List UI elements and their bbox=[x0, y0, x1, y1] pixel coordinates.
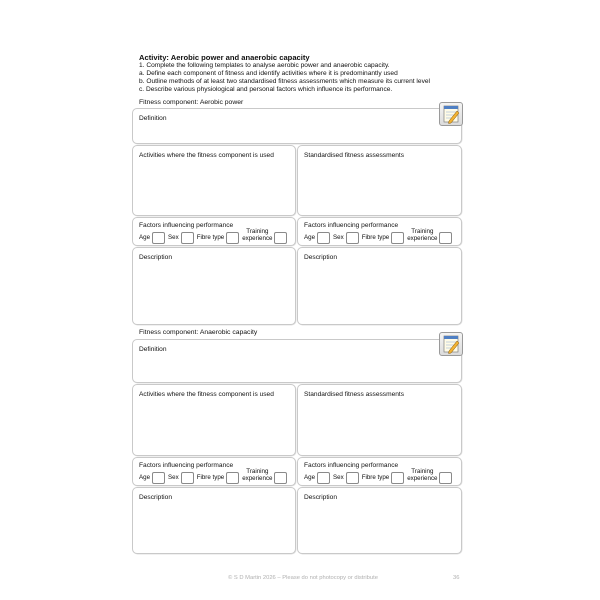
age-checkbox[interactable] bbox=[152, 472, 165, 484]
sex-checkbox[interactable] bbox=[181, 472, 194, 484]
assessments-label: Standardised fitness assessments bbox=[304, 152, 405, 159]
training-experience-label: Training experience bbox=[242, 228, 273, 242]
fibre-type-checkbox[interactable] bbox=[391, 472, 404, 484]
notepad-pencil-icon bbox=[439, 332, 463, 356]
factors-label: Factors influencing performance bbox=[139, 462, 234, 469]
description-box[interactable] bbox=[132, 487, 296, 554]
activities-label: Activities where the fitness component is used bbox=[139, 152, 274, 159]
age-checkbox[interactable] bbox=[152, 232, 165, 244]
sex-label: Sex bbox=[333, 474, 344, 481]
sex-checkbox[interactable] bbox=[346, 472, 359, 484]
description-box[interactable] bbox=[297, 247, 462, 325]
fibre-type-label: Fibre type bbox=[361, 474, 390, 481]
factors-label: Factors influencing performance bbox=[304, 222, 399, 229]
definition-box[interactable] bbox=[132, 339, 462, 383]
age-label: Age bbox=[139, 474, 151, 481]
definition-label: Definition bbox=[139, 115, 167, 122]
activities-label: Activities where the fitness component is used bbox=[139, 391, 274, 398]
training-experience-checkbox[interactable] bbox=[439, 232, 452, 244]
description-box[interactable] bbox=[297, 487, 462, 554]
description-label: Description bbox=[304, 254, 337, 261]
assessments-box[interactable] bbox=[297, 145, 462, 216]
description-label: Description bbox=[139, 494, 172, 501]
definition-label: Definition bbox=[139, 346, 167, 353]
notepad-pencil-icon bbox=[439, 102, 463, 126]
training-experience-checkbox[interactable] bbox=[274, 472, 287, 484]
sex-checkbox[interactable] bbox=[181, 232, 194, 244]
factor-options bbox=[139, 468, 293, 484]
fibre-type-label: Fibre type bbox=[361, 234, 390, 241]
fibre-type-checkbox[interactable] bbox=[226, 472, 239, 484]
age-label: Age bbox=[304, 234, 316, 241]
copyright-notice: © S D Martin 2026 – Please do not photocopy or distribute bbox=[228, 575, 378, 581]
assessments-label: Standardised fitness assessments bbox=[304, 391, 405, 398]
sex-label: Sex bbox=[168, 234, 179, 241]
sex-label: Sex bbox=[333, 234, 344, 241]
activity-header bbox=[139, 53, 469, 94]
fitness-component-label: Fitness component: Anaerobic capacity bbox=[139, 329, 258, 336]
definition-box[interactable] bbox=[132, 108, 462, 144]
assessments-box[interactable] bbox=[297, 384, 462, 456]
factor-options bbox=[304, 228, 459, 244]
factors-box bbox=[297, 217, 462, 246]
factors-box bbox=[132, 457, 296, 486]
description-label: Description bbox=[304, 494, 337, 501]
instruction-line: a. Define each component of fitness and identify activities where it is predominantly used bbox=[139, 70, 398, 77]
training-experience-checkbox[interactable] bbox=[274, 232, 287, 244]
fibre-type-checkbox[interactable] bbox=[226, 232, 239, 244]
training-experience-label: Training experience bbox=[407, 468, 438, 482]
activities-box[interactable] bbox=[132, 145, 296, 216]
training-experience-label: Training experience bbox=[407, 228, 438, 242]
sex-checkbox[interactable] bbox=[346, 232, 359, 244]
instruction-line: 1. Complete the following templates to analyse aerobic power and anaerobic capacity. bbox=[139, 62, 390, 69]
factors-label: Factors influencing performance bbox=[304, 462, 399, 469]
fitness-component-label: Fitness component: Aerobic power bbox=[139, 99, 244, 106]
sex-label: Sex bbox=[168, 474, 179, 481]
instruction-line: c. Describe various physiological and personal factors which influence its performance. bbox=[139, 86, 393, 93]
fibre-type-label: Fibre type bbox=[196, 234, 225, 241]
activity-title: Activity: Aerobic power and anaerobic capacity bbox=[139, 53, 310, 62]
page-number: 36 bbox=[453, 575, 460, 581]
factors-box bbox=[297, 457, 462, 486]
age-label: Age bbox=[304, 474, 316, 481]
factors-box bbox=[132, 217, 296, 246]
fibre-type-checkbox[interactable] bbox=[391, 232, 404, 244]
factors-label: Factors influencing performance bbox=[139, 222, 234, 229]
age-checkbox[interactable] bbox=[317, 232, 330, 244]
description-box[interactable] bbox=[132, 247, 296, 325]
age-label: Age bbox=[139, 234, 151, 241]
instruction-line: b. Outline methods of at least two standardised fitness assessments which measure its current level bbox=[139, 78, 430, 85]
age-checkbox[interactable] bbox=[317, 472, 330, 484]
factor-options bbox=[304, 468, 459, 484]
factor-options bbox=[139, 228, 293, 244]
fibre-type-label: Fibre type bbox=[196, 474, 225, 481]
activities-box[interactable] bbox=[132, 384, 296, 456]
training-experience-label: Training experience bbox=[242, 468, 273, 482]
description-label: Description bbox=[139, 254, 172, 261]
training-experience-checkbox[interactable] bbox=[439, 472, 452, 484]
